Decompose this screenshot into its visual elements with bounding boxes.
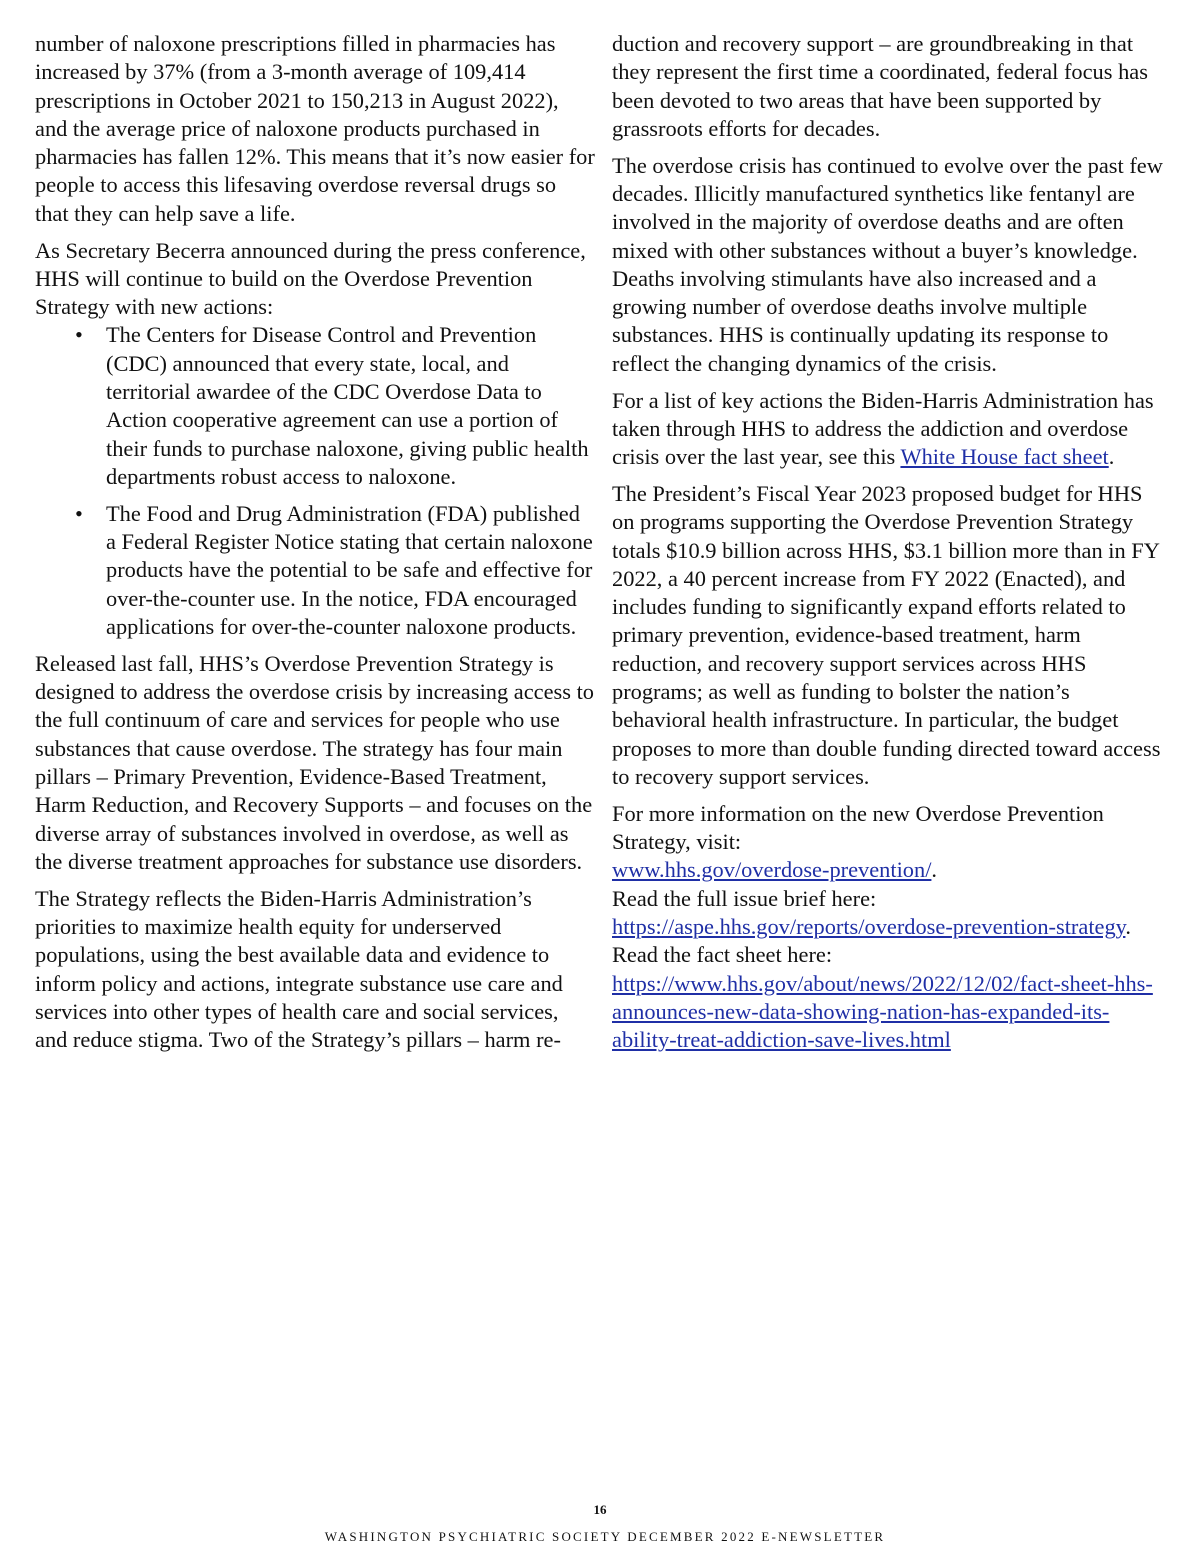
crisis-evolution-paragraph: The overdose crisis has continued to evolve over the past few decades. Illicitly manufactured synthetics like fentanyl are involved in the majority of overdose deaths and are often mixed with other substances without a buyer’s knowledge. Deaths involving stimulants have also increased and a growing number of overdose deaths involve multiple substances. HHS is continually updating its response to reflect the changing dynamics of the crisis.: [612, 152, 1163, 376]
list-item: [35, 500, 595, 641]
page-number: 16: [593, 1502, 607, 1517]
key-actions-text: For a list of key actions the Biden-Harris Administration has taken through HHS to address the addiction and overdose crisis over the last year, see this: [612, 387, 1154, 470]
issue-brief-link[interactable]: https://aspe.hhs.gov/reports/overdose-prevention-strategy: [612, 913, 1126, 939]
bullet-icon: •: [75, 500, 83, 526]
strategy-priorities-paragraph: The Strategy reflects the Biden-Harris Administration’s priorities to maximize health equity for underserved populations, using the best available data and evidence to inform policy and actions, integrate substance use care and services into other types of health care and social services, and reduce stigma. Two of the Strategy’s pillars – harm re-: [35, 885, 563, 1053]
more-info-period: .: [931, 857, 938, 883]
fact-sheet-text: Read the fact sheet here:: [612, 942, 833, 968]
new-actions-list: [35, 321, 595, 641]
pillars-continuation-paragraph: duction and recovery support – are groundbreaking in that they represent the first time a coordinated, federal focus has been devoted to two areas that have been supported by grassroots efforts for decades.: [612, 31, 1148, 141]
fda-action-text: The Food and Drug Administration (FDA) published a Federal Register Notice stating that certain naloxone products have the potential to be safe and effective for over-the-counter use. In the notice, FDA encouraged applications for over-the-counter naloxone products.: [106, 500, 593, 639]
naloxone-prescriptions-paragraph: number of naloxone prescriptions filled in pharmacies has increased by 37% (from a 3-month average of 109,414 prescriptions in October 2021 to 150,213 in August 2022), and the average price of naloxone products purchased in pharmacies has fallen 12%. This means that it’s now easier for people to access this lifesaving overdose reversal drugs so that they can help save a life.: [35, 31, 595, 226]
newsletter-footer-title: WASHINGTON PSYCHIATRIC SOCIETY DECEMBER 2022 E-NEWSLETTER: [324, 1529, 886, 1544]
key-actions-paragraph: [612, 387, 1168, 472]
budget-paragraph: The President’s Fiscal Year 2023 proposed budget for HHS on programs supporting the Overdose Prevention Strategy totals $10.9 billion across HHS, $3.1 billion more than in FY 2022, a 40 percent increase from FY 2022 (Enacted), and includes funding to significantly expand efforts related to primary prevention, evidence-based treatment, harm reduction, and recovery support services across HHS programs; as well as funding to bolster the nation’s behavioral health infrastructure. In particular, the budget proposes to more than double funding directed toward access to recovery support services.: [612, 480, 1161, 789]
cdc-action-text: The Centers for Disease Control and Prevention (CDC) announced that every state, local, and territorial awardee of the CDC Overdose Data to Action cooperative agreement can use a portion of their funds to purchase naloxone, giving public health departments robust access to naloxone.: [106, 322, 589, 489]
list-item: [35, 321, 595, 491]
bullet-icon: •: [75, 322, 83, 348]
left-column: [35, 30, 595, 1063]
more-info-paragraph: [612, 800, 1168, 1055]
overdose-prevention-link[interactable]: www.hhs.gov/overdose-prevention/: [612, 857, 932, 883]
right-column: [612, 30, 1168, 1063]
key-actions-period: .: [1108, 444, 1115, 470]
issue-brief-text: Read the full issue brief here:: [612, 885, 877, 911]
fact-sheet-link[interactable]: https://www.hhs.gov/about/news/2022/12/02/fact-sheet-hhs-announces-new-data-showing-nation-has-expanded-its-ability-treat-addiction-save-lives.html: [612, 970, 1153, 1053]
white-house-fact-sheet-link[interactable]: White House fact sheet: [900, 444, 1109, 470]
strategy-overview-paragraph: Released last fall, HHS’s Overdose Prevention Strategy is designed to address the overdose crisis by increasing access to the full continuum of care and services for people who use substances that cause overdose. The strategy has four main pillars – Primary Prevention, Evidence-Based Treatment, Harm Reduction, and Recovery Supports – and focuses on the diverse array of substances involved in overdose, as well as the diverse treatment approaches for substance use disorders.: [35, 650, 594, 874]
secretary-announcement-paragraph: As Secretary Becerra announced during the press conference, HHS will continue to build on the Overdose Prevention Strategy with new actions:: [35, 237, 586, 320]
more-info-text: For more information on the new Overdose Prevention Strategy, visit:: [612, 800, 1104, 855]
issue-brief-period: .: [1125, 913, 1132, 939]
